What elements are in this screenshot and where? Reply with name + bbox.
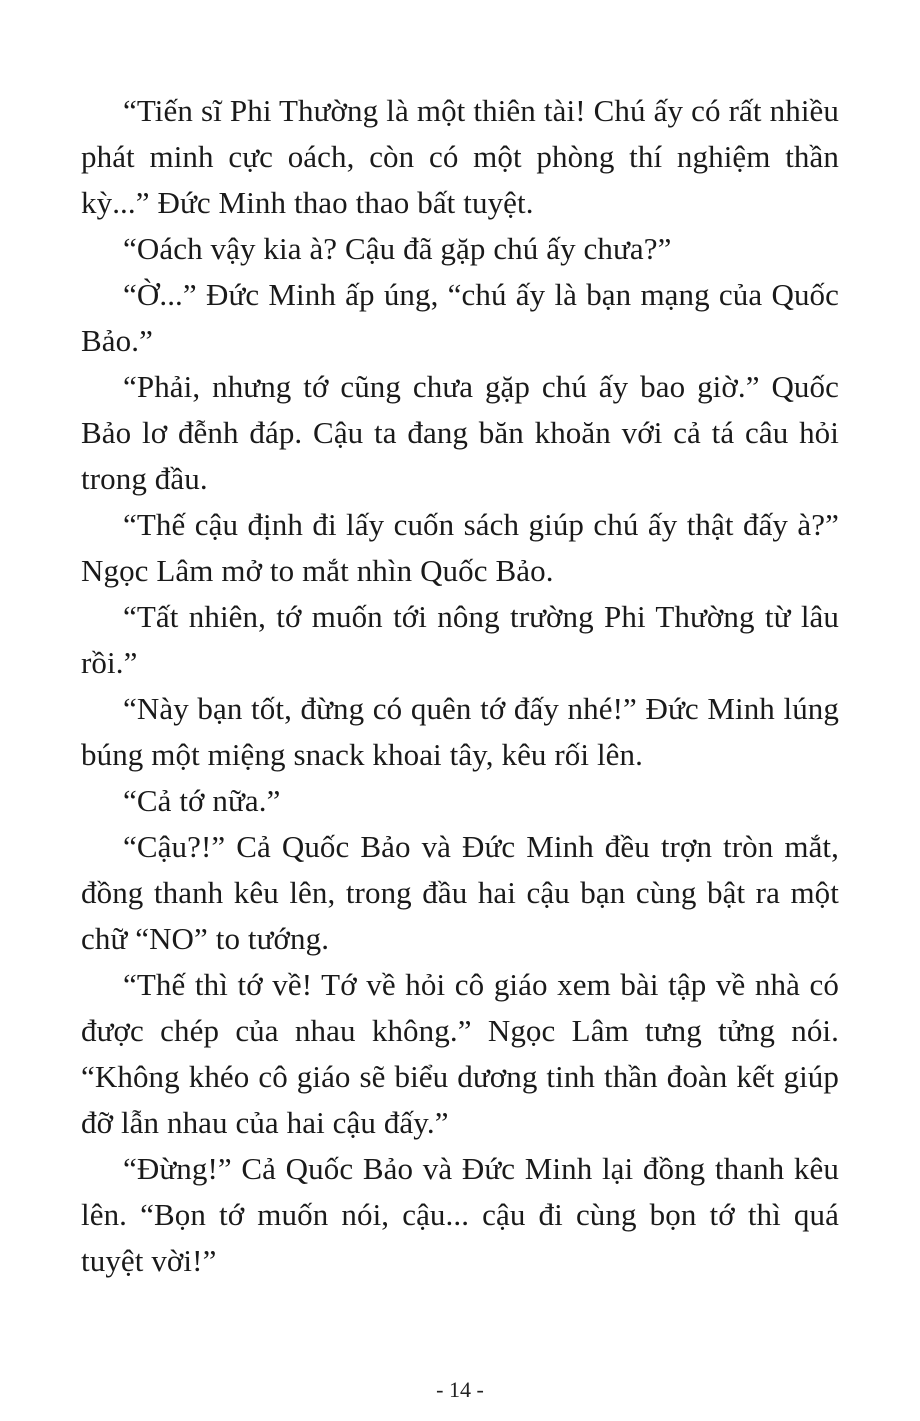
paragraph: “Thế thì tớ về! Tớ về hỏi cô giáo xem bài tập về nhà có được chép của nhau không.” Ngọc Lâm tưng tửng nói. “Không khéo cô giáo sẽ biểu dương tinh thần đoàn kết giúp đỡ lẫn nhau của hai cậu đấy.” <box>81 967 839 1140</box>
paragraph: “Tiến sĩ Phi Thường là một thiên tài! Chú ấy có rất nhiều phát minh cực oách, còn có một phòng thí nghiệm thần kỳ...” Đức Minh thao thao bất tuyệt. <box>81 93 839 220</box>
body-text <box>81 88 839 1284</box>
paragraph: “Tất nhiên, tớ muốn tới nông trường Phi Thường từ lâu rồi.” <box>81 599 839 680</box>
paragraph: “Cậu?!” Cả Quốc Bảo và Đức Minh đều trợn tròn mắt, đồng thanh kêu lên, trong đầu hai cậu bạn cùng bật ra một chữ “NO” to tướng. <box>81 829 839 956</box>
page-number: - 14 - <box>436 1377 484 1402</box>
paragraph: “Oách vậy kia à? Cậu đã gặp chú ấy chưa?” <box>123 231 672 266</box>
paragraph: “Cả tớ nữa.” <box>123 783 281 818</box>
paragraph: “Phải, nhưng tớ cũng chưa gặp chú ấy bao giờ.” Quốc Bảo lơ đễnh đáp. Cậu ta đang băn khoăn với cả tá câu hỏi trong đầu. <box>81 369 839 496</box>
paragraph: “Đừng!” Cả Quốc Bảo và Đức Minh lại đồng thanh kêu lên. “Bọn tớ muốn nói, cậu... cậu đi cùng bọn tớ thì quá tuyệt vời!” <box>81 1151 839 1278</box>
paragraph: “Thế cậu định đi lấy cuốn sách giúp chú ấy thật đấy à?” Ngọc Lâm mở to mắt nhìn Quốc Bảo. <box>81 507 839 588</box>
paragraph: “Này bạn tốt, đừng có quên tớ đấy nhé!” Đức Minh lúng búng một miệng snack khoai tây, kêu rối lên. <box>81 691 839 772</box>
paragraph: “Ờ...” Đức Minh ấp úng, “chú ấy là bạn mạng của Quốc Bảo.” <box>81 277 839 358</box>
